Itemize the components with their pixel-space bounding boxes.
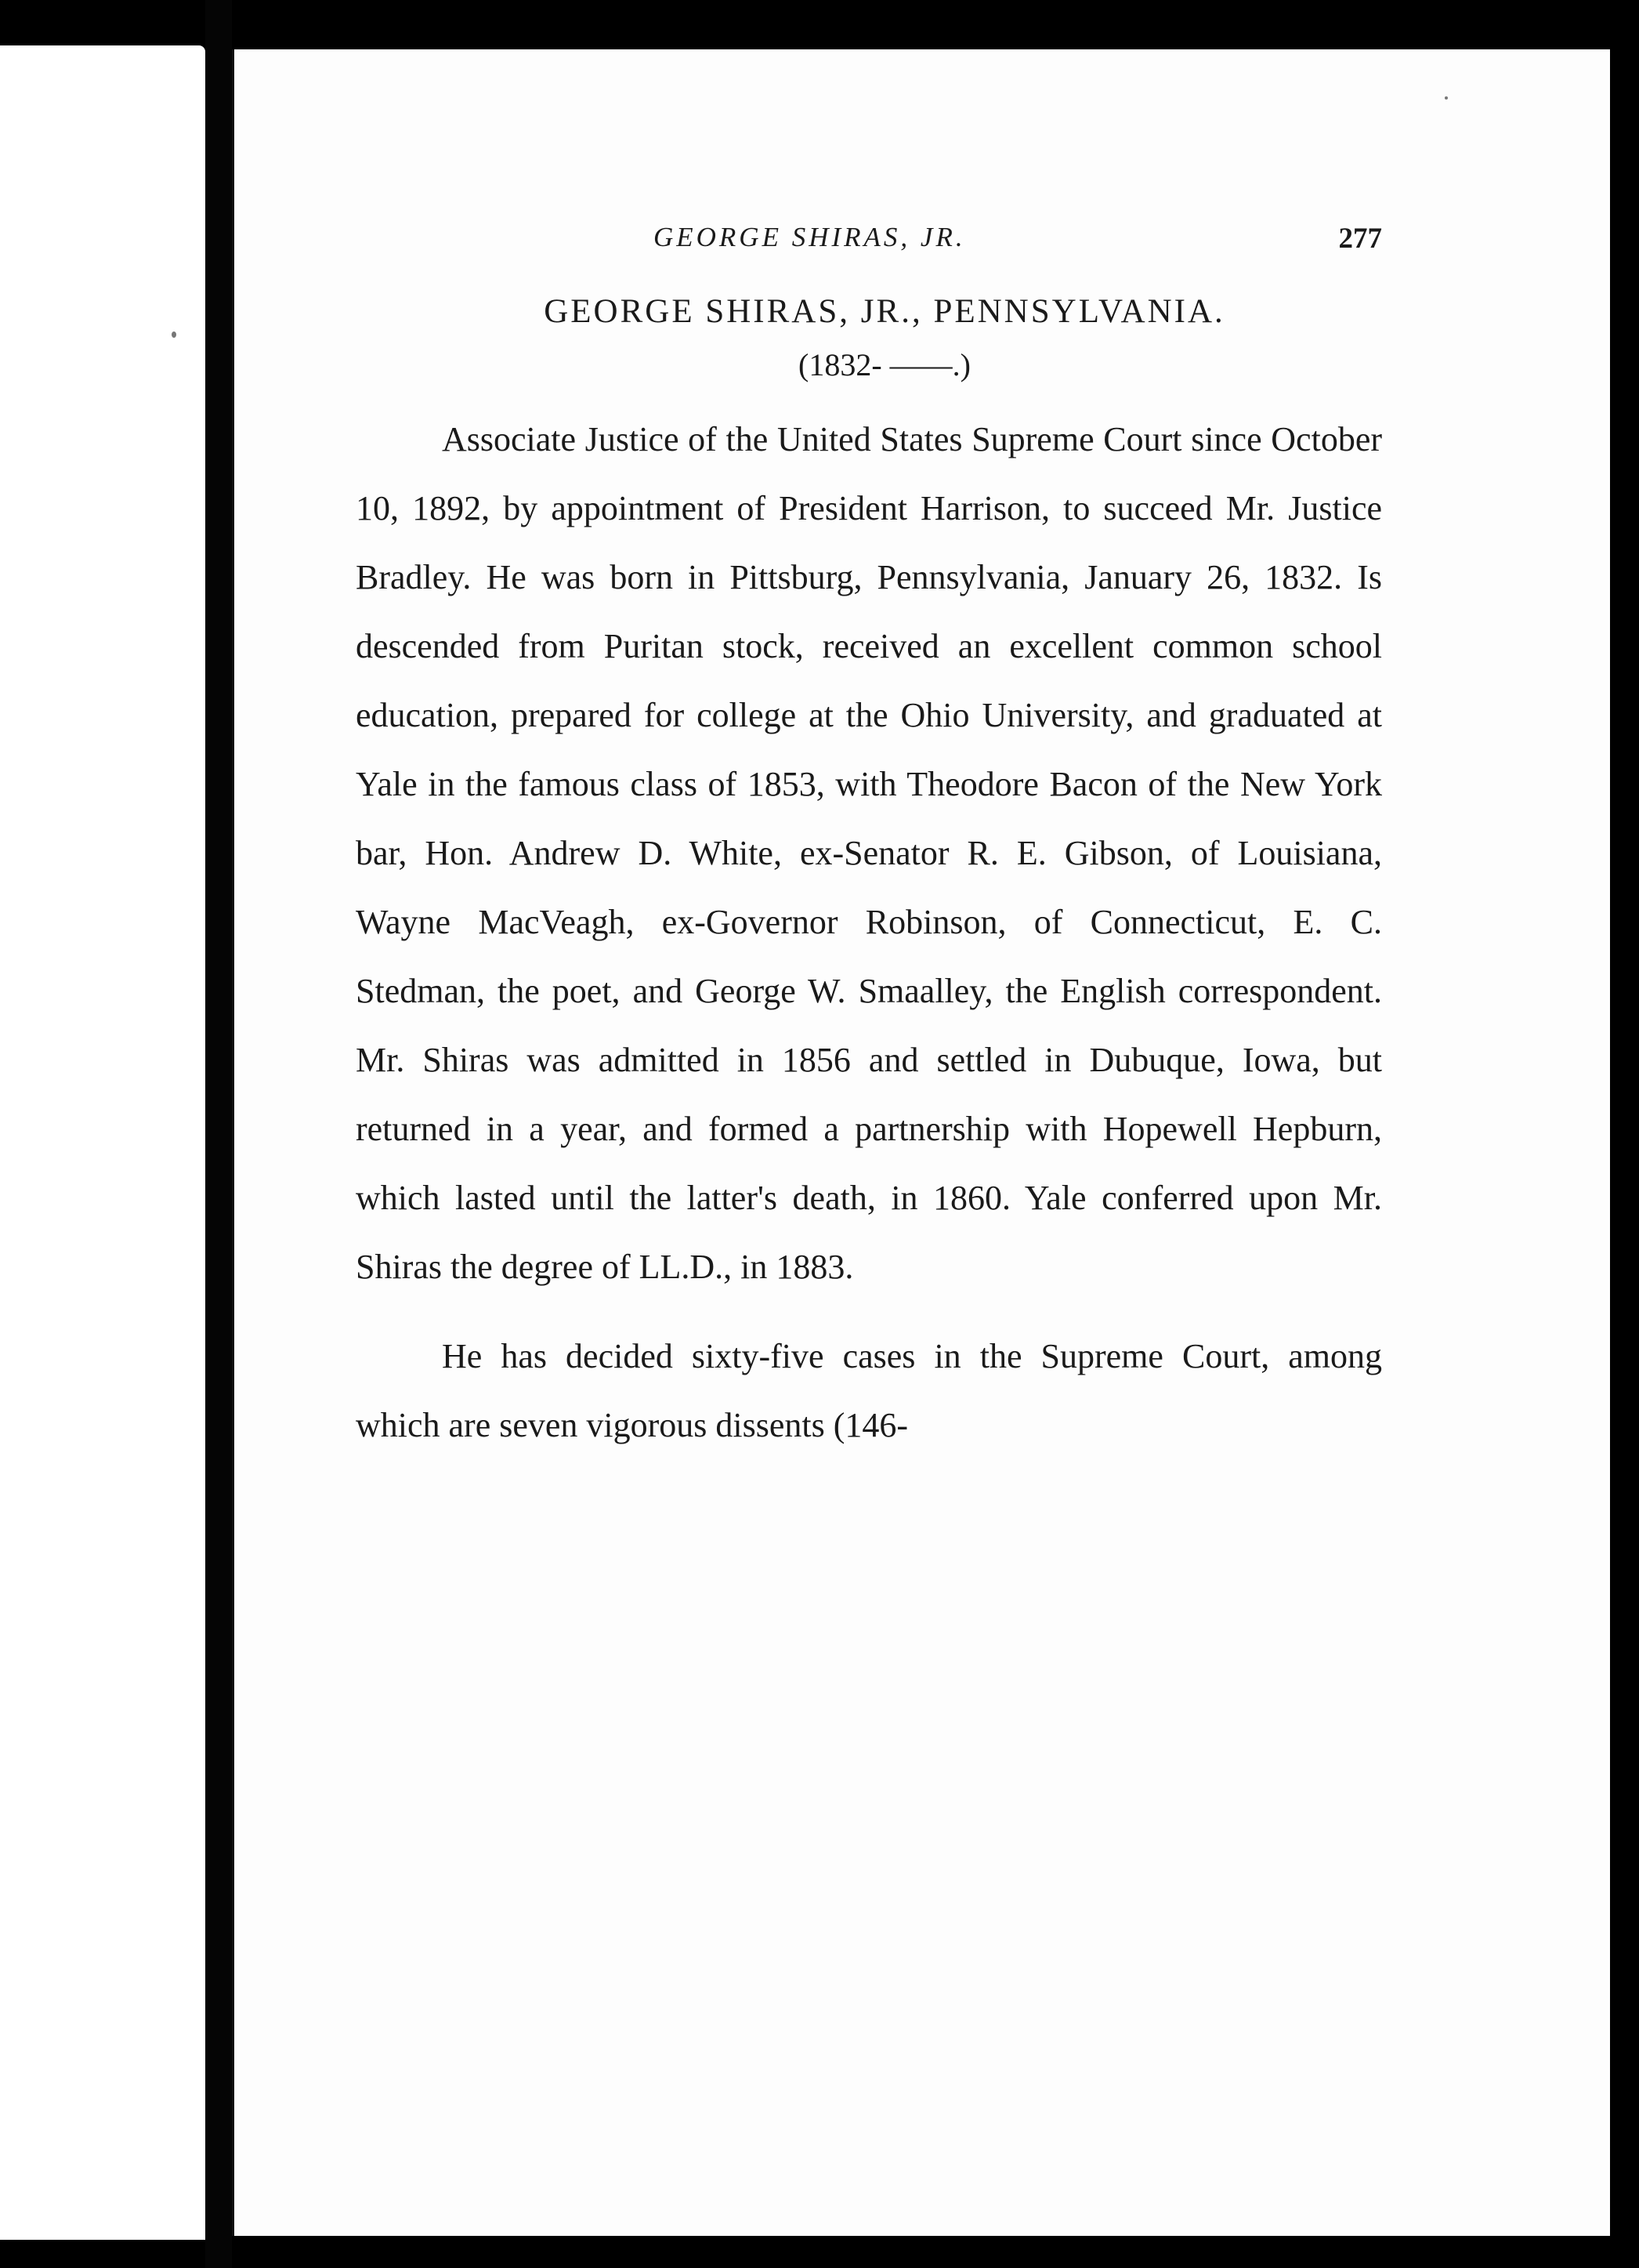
body-paragraph-1: Associate Justice of the United States Supreme Court since October 10, 1892, by appointment of President Harrison, to succeed Mr. Justice Bradley. He was born in Pittsburg, Pennsylvania, January 26, 1832. Is descended from Puritan stock, received an excellent common school education, prepared for college at the Ohio University, and graduated at Yale in the famous class of 1853, with Theodore Bacon of the New York bar, Hon. Andrew D. White, ex-Senator R. E. Gibson, of Louisiana, Wayne MacVeagh, ex-Governor Robinson, of Connecticut, E. C. Stedman, the poet, and George W. Smaalley, the English correspondent. Mr. Shiras was admitted in 1856 and settled in Dubuque, Iowa, but returned in a year, and formed a partnership with Hopewell Hepburn, which lasted until the latter's death, in 1860. Yale conferred upon Mr. Shiras the degree of LL.D., in 1883. (356, 420, 1382, 1286)
life-dates: (1832- ——.) (798, 347, 971, 382)
scan-speck (172, 332, 176, 338)
running-title: GEORGE SHIRAS, JR. (653, 222, 966, 252)
book-gutter (205, 0, 232, 2268)
page-number: 277 (1338, 223, 1382, 255)
text-block (356, 222, 1382, 1460)
book-page (232, 49, 1610, 2236)
left-page-edge (0, 45, 205, 2240)
body-paragraph-2: He has decided sixty-five cases in the Supreme Court, among which are seven vigorous dissents (146- (356, 1337, 1382, 1444)
scan-speck (1445, 96, 1448, 100)
chapter-heading: GEORGE SHIRAS, JR., PENNSYLVANIA. (544, 293, 1225, 330)
running-head (356, 222, 1382, 277)
